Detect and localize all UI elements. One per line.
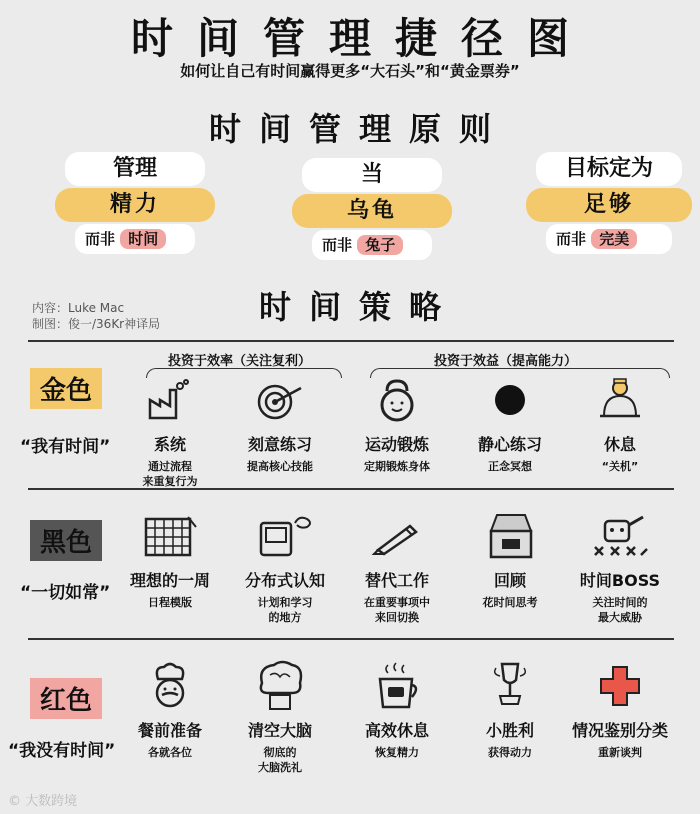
principle-top: 当 [302, 158, 442, 192]
target-icon [225, 372, 335, 428]
desc-line: 关注时间的 [592, 596, 648, 609]
desc-line: 来回切换 [375, 611, 419, 624]
boss-icon [565, 508, 675, 564]
desc-line: 恢复精力 [375, 746, 419, 759]
desc-line: 最大威胁 [598, 611, 642, 624]
principles-title: 时间管理原则 [208, 110, 509, 148]
item-desc [565, 459, 675, 474]
item-name: 理想的一周 [129, 571, 210, 590]
principle-bottom [546, 224, 672, 254]
item-desc [225, 745, 335, 775]
item-distributed-cognition [230, 508, 340, 625]
item-exercise [342, 372, 452, 474]
item-desc [342, 745, 452, 760]
computer-icon [230, 508, 340, 564]
principle-top: 管理 [65, 152, 205, 186]
item-desc [115, 745, 225, 760]
principle-prefix: 而非 [85, 230, 116, 248]
strategy-title: 时间策略 [258, 288, 459, 326]
item-desc [230, 595, 340, 625]
page-title: 时间管理捷径图 [130, 14, 593, 63]
desc-line: 大脑洗礼 [258, 761, 302, 774]
item-efficient-rest [342, 658, 452, 760]
principle-top: 目标定为 [536, 152, 682, 186]
item-name: 高效休息 [364, 721, 429, 740]
item-name: 休息 [603, 435, 636, 454]
desc-line: 来重复行为 [142, 475, 198, 488]
principle-mid: 足够 [526, 188, 692, 222]
item-substitute-work [342, 508, 452, 625]
chef-icon [115, 658, 225, 714]
principle-card-energy [55, 152, 215, 260]
item-name: 回顾 [493, 571, 526, 590]
item-desc [115, 459, 225, 489]
principle-highlight: 时间 [120, 229, 166, 249]
principle-mid: 精力 [55, 188, 215, 222]
principle-card-enough [526, 152, 692, 260]
coffee-icon [342, 658, 452, 714]
credit-content: 内容：Luke Mac [32, 301, 125, 315]
principle-prefix: 而非 [322, 236, 353, 254]
item-desc [115, 595, 225, 610]
item-name: 静心练习 [477, 435, 542, 454]
item-desc [342, 459, 452, 474]
item-deliberate-practice [225, 372, 335, 474]
page-subtitle: 如何让自己有时间赢得更多“大石头”和“黄金票券” [180, 62, 520, 80]
group-efficiency-label: 投资于效率（关注复利） [168, 354, 312, 369]
brain-icon [225, 658, 335, 714]
item-desc [455, 745, 565, 760]
trophy-icon [455, 658, 565, 714]
inbox-icon [455, 508, 565, 564]
item-name: 清空大脑 [247, 721, 312, 740]
item-name: 替代工作 [364, 571, 429, 590]
principle-prefix: 而非 [556, 230, 587, 248]
principle-card-turtle [292, 158, 452, 266]
kettlebell-icon [342, 372, 452, 428]
principle-mid: 乌龟 [292, 194, 452, 228]
item-desc [565, 595, 675, 625]
desc-line: 日程模版 [148, 596, 192, 609]
principle-bottom [312, 230, 432, 260]
desc-line: 重新谈判 [598, 746, 642, 759]
desc-line: 提高核心技能 [247, 460, 313, 473]
item-desc [225, 459, 335, 474]
desc-line: 花时间思考 [482, 596, 538, 609]
item-system [115, 372, 225, 489]
desc-line: 的地方 [268, 611, 302, 624]
divider [28, 638, 674, 640]
divider [28, 340, 674, 342]
item-name: 小胜利 [485, 721, 534, 740]
circle-icon [455, 372, 565, 428]
item-name: 分布式认知 [244, 571, 325, 590]
principle-highlight: 完美 [591, 229, 637, 249]
desc-line: 正念冥想 [488, 460, 532, 473]
item-name: 时间BOSS [579, 571, 661, 590]
item-review [455, 508, 565, 610]
row-label-black: 黑色 [30, 520, 102, 561]
desc-line: 通过流程 [148, 460, 192, 473]
item-ideal-week [115, 508, 225, 610]
desc-line: 获得动力 [488, 746, 532, 759]
item-name: 刻意练习 [247, 435, 312, 454]
item-name: 系统 [153, 435, 186, 454]
row-quote-black: “一切如常” [20, 583, 111, 603]
group-effectiveness-label: 投资于效益（提高能力） [434, 354, 578, 369]
item-name: 情况鉴别分类 [571, 721, 668, 740]
desc-line: 定期锻炼身体 [364, 460, 430, 473]
desc-line: 彻底的 [263, 746, 297, 759]
credit-design: 制图：俊一/36Kr神译局 [32, 317, 161, 331]
row-label-red: 红色 [30, 678, 102, 719]
row-quote-red: “我没有时间” [8, 741, 116, 761]
item-desc [455, 595, 565, 610]
item-desc [342, 595, 452, 625]
red-cross-icon [565, 658, 675, 714]
desc-line: 各就各位 [148, 746, 192, 759]
item-mindfulness [455, 372, 565, 474]
item-name: 餐前准备 [137, 721, 202, 740]
watermark: © 大数跨境 [8, 794, 78, 809]
item-name: 运动锻炼 [364, 435, 429, 454]
row-quote-gold: “我有时间” [20, 437, 111, 457]
item-brain-dump [225, 658, 335, 775]
factory-icon [115, 372, 225, 428]
rest-icon [565, 372, 675, 428]
item-desc [565, 745, 675, 760]
item-meal-prep [115, 658, 225, 760]
desc-line: “关机” [601, 460, 639, 473]
item-small-wins [455, 658, 565, 760]
pencil-icon [342, 508, 452, 564]
principle-highlight: 兔子 [357, 235, 403, 255]
desc-line: 计划和学习 [257, 596, 313, 609]
item-time-boss [565, 508, 675, 625]
item-rest [565, 372, 675, 474]
divider [28, 488, 674, 490]
desc-line: 在重要事项中 [364, 596, 430, 609]
principle-bottom [75, 224, 195, 254]
item-triage [565, 658, 675, 760]
calendar-grid-icon [115, 508, 225, 564]
item-desc [455, 459, 565, 474]
row-label-gold: 金色 [30, 368, 102, 409]
